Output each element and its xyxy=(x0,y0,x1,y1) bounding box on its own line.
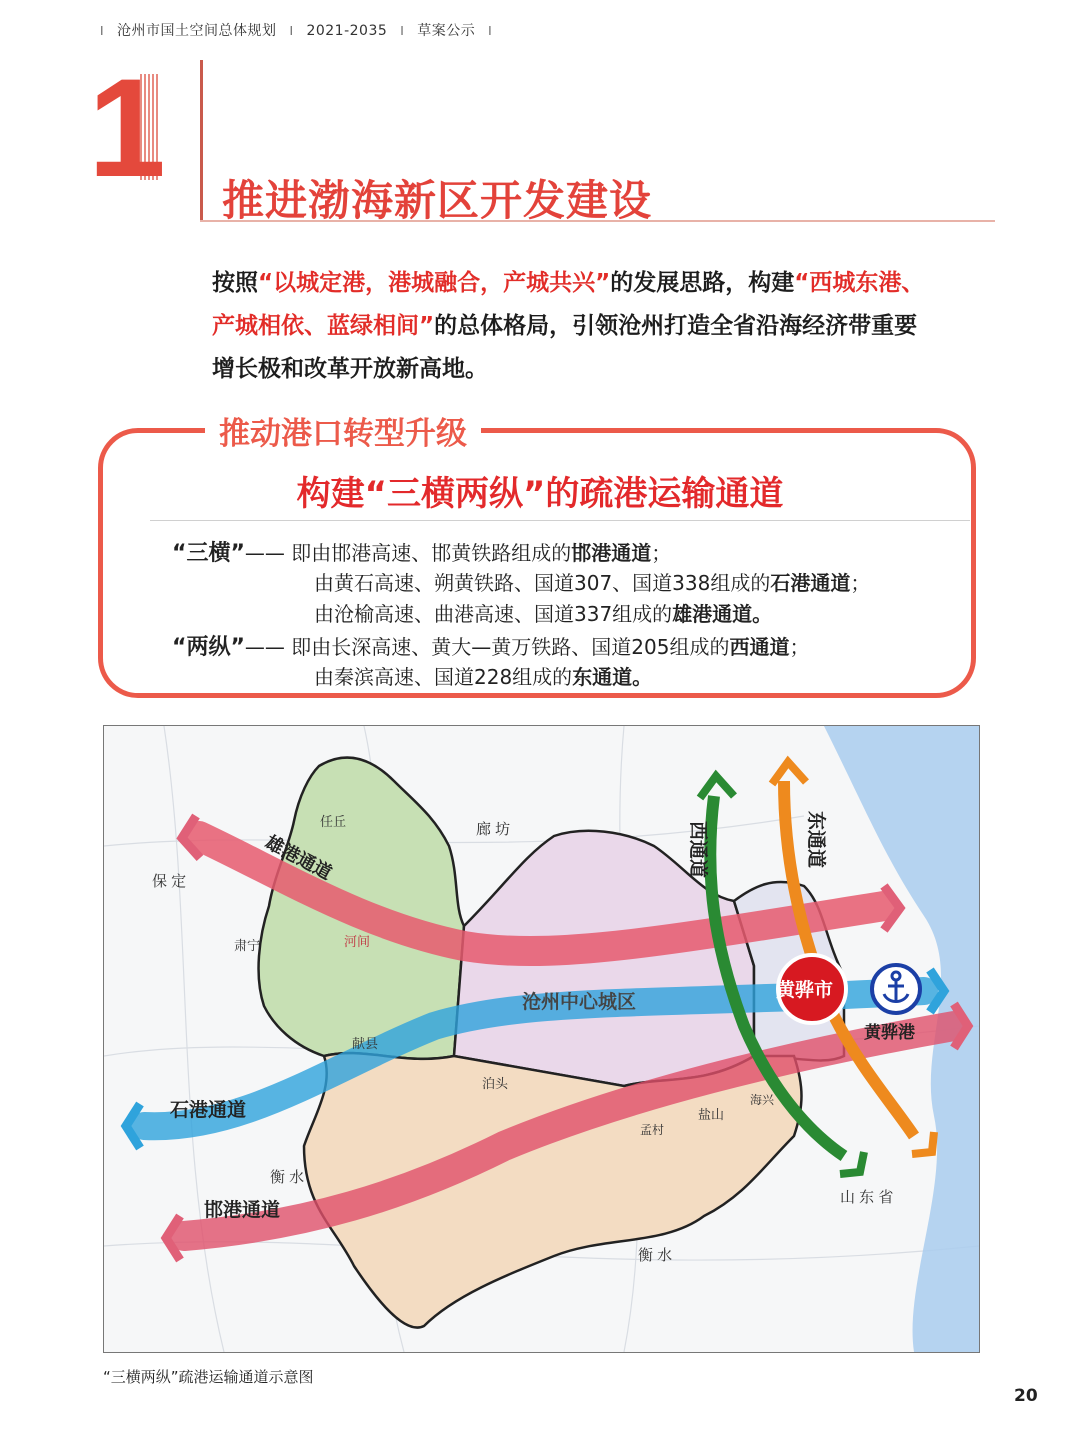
corridor-name: 西通道 xyxy=(729,635,790,659)
place-label: 保 定 xyxy=(152,873,187,890)
header-separator: I xyxy=(289,24,294,38)
place-label: 山 东 省 xyxy=(840,1189,894,1206)
header-separator: I xyxy=(100,24,105,38)
frame-heading: 构建“三横两纵”的疏港运输通道 xyxy=(296,474,784,514)
place-label: 孟村 xyxy=(640,1123,665,1137)
intro-paragraph xyxy=(212,262,932,391)
frame-divider xyxy=(150,520,970,521)
intro-quote: “西城东港、产城相依、蓝绿相间” xyxy=(212,270,925,339)
place-label: 肃宁 xyxy=(234,938,261,953)
dash: —— xyxy=(244,635,285,659)
east-channel-label: 东通道 xyxy=(805,811,826,869)
dash: —— xyxy=(244,541,285,565)
section-vertical-rule xyxy=(200,60,203,222)
city-label: 黄骅市 xyxy=(776,980,834,1001)
line-text: ； xyxy=(850,571,871,595)
line-text: ； xyxy=(789,635,810,659)
place-label: 任丘 xyxy=(320,814,347,829)
west-channel-arrow xyxy=(700,776,734,798)
liangzong-line-2 xyxy=(314,661,652,690)
center-city-label: 沧州中心城区 xyxy=(522,992,637,1013)
corridor-name: 石港通道 xyxy=(770,571,851,595)
intro-text: 的总体格局，引领沧州打造全省沿海经济带重要增长极和改革开放新高地。 xyxy=(212,313,918,382)
section-number-text: 1 xyxy=(88,58,166,188)
west-channel-label: 西通道 xyxy=(687,821,708,879)
shi-corridor-label: 石港通道 xyxy=(170,1100,247,1121)
corridor-map xyxy=(103,725,980,1353)
east-channel-arrow xyxy=(912,1132,934,1154)
place-label: 献县 xyxy=(352,1036,379,1051)
section-number xyxy=(84,58,204,188)
frame-label: 推动港口转型升级 xyxy=(205,408,481,453)
corridor-name: 邯港通道 xyxy=(571,541,652,565)
line-text: ； xyxy=(651,541,672,565)
corridor-name: 东通道。 xyxy=(572,665,653,689)
sanheng-key: “三横” xyxy=(172,541,245,566)
intro-text: 按照 xyxy=(212,270,258,296)
sanheng-line-3 xyxy=(314,598,772,627)
running-header xyxy=(92,20,500,40)
header-separator: I xyxy=(488,24,493,38)
intro-quote: “以城定港，港城融合，产城共兴” xyxy=(258,270,611,296)
place-label: 泊头 xyxy=(482,1076,509,1091)
line-text: 由黄石高速、朔黄铁路、国道307、国道338组成的 xyxy=(314,571,771,595)
section-title: 推进渤海新区开发建设 xyxy=(222,176,653,225)
place-label: 盐山 xyxy=(698,1107,725,1122)
line-text: 由秦滨高速、国道228组成的 xyxy=(314,665,573,689)
map-canvas xyxy=(104,726,979,1352)
header-status: 草案公示 xyxy=(417,23,476,39)
place-label: 衡 水 xyxy=(270,1169,305,1186)
sanheng-line-1 xyxy=(172,536,671,567)
header-doc-title: 沧州市国土空间总体规划 xyxy=(117,23,277,39)
header-separator: I xyxy=(400,24,405,38)
place-label: 河间 xyxy=(344,934,371,949)
xiong-corridor-label: 雄港通道 xyxy=(262,831,336,884)
corridor-name: 雄港通道。 xyxy=(672,602,773,626)
han-corridor-label: 邯港通道 xyxy=(204,1200,281,1221)
port-label: 黄骅港 xyxy=(864,1023,915,1042)
intro-text: 的发展思路，构建 xyxy=(610,270,795,296)
liangzong-key: “两纵” xyxy=(172,635,245,660)
east-channel-arrow xyxy=(772,762,806,784)
line-text: 即由长深高速、黄大—黄万铁路、国道205组成的 xyxy=(284,635,730,659)
place-label: 廊 坊 xyxy=(476,821,511,838)
header-years: 2021-2035 xyxy=(306,23,388,39)
line-text: 即由邯港高速、邯黄铁路组成的 xyxy=(284,541,572,565)
map-caption: “三横两纵”疏港运输通道示意图 xyxy=(103,1368,314,1386)
line-text: 由沧榆高速、曲港高速、国道337组成的 xyxy=(314,602,673,626)
sanheng-line-2 xyxy=(314,567,870,596)
liangzong-line-1 xyxy=(172,630,809,661)
place-label: 衡 水 xyxy=(638,1247,673,1264)
place-label: 海兴 xyxy=(750,1093,775,1107)
page-number: 20 xyxy=(1014,1386,1038,1406)
